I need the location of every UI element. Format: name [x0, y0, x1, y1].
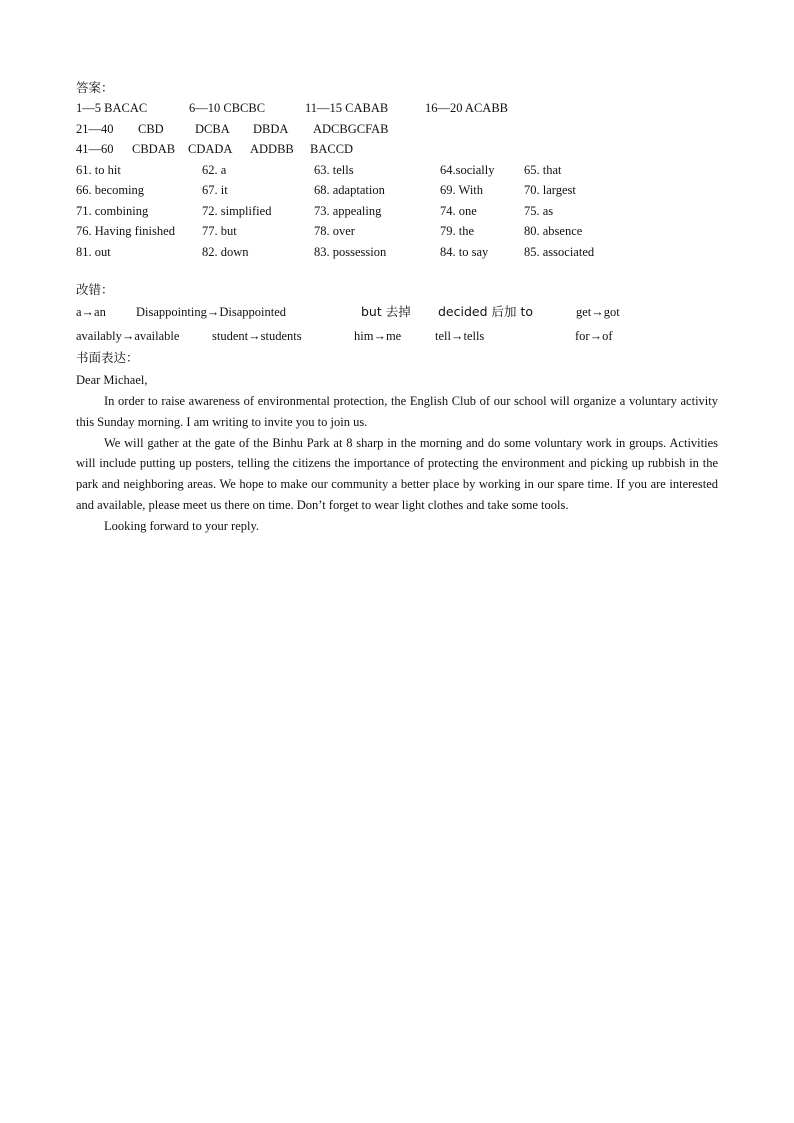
corrections-heading: 改错：: [76, 282, 114, 297]
correction-item: for→of: [575, 329, 613, 343]
mc-group: ADCB: [313, 121, 348, 136]
fill-answer: 68. adaptation: [314, 183, 385, 197]
corrections-row-2: [76, 324, 718, 348]
fill-answer: 70. largest: [524, 183, 576, 197]
letter-paragraph: Looking forward to your reply.: [104, 518, 260, 533]
fill-answer: 71. combining: [76, 203, 149, 218]
corrections-row-1: [76, 300, 718, 324]
mc-group: DBDA: [253, 121, 289, 136]
correction-item: decided 后加 to: [438, 304, 534, 319]
fill-answer: 75. as: [524, 203, 554, 218]
fill-answers-row: [76, 201, 718, 222]
fill-answer: 77. but: [202, 224, 237, 238]
mc-range: 21—40: [76, 121, 114, 136]
mc-group: 16—20 ACABB: [425, 101, 509, 115]
mc-group: CDADA: [188, 142, 233, 156]
correction-item: but 去掉: [361, 304, 411, 319]
mc-range: 41—60: [76, 142, 114, 156]
fill-answer: 67. it: [202, 183, 228, 197]
fill-answer: 61. to hit: [76, 162, 121, 177]
mc-group: GCFAB: [347, 121, 389, 136]
fill-answer: 84. to say: [440, 244, 489, 259]
correction-item: availably→available: [76, 329, 180, 343]
fill-answer: 66. becoming: [76, 183, 145, 197]
fill-answer: 69. With: [440, 183, 484, 197]
mc-answers-row-2: [76, 119, 718, 140]
correction-item: him→me: [354, 329, 402, 343]
fill-answer: 78. over: [314, 224, 355, 238]
fill-answers-row: [76, 221, 718, 242]
answer-sheet: [76, 78, 718, 537]
mc-group: CBD: [138, 121, 164, 136]
correction-item: a→an: [76, 305, 106, 319]
fill-answer: 65. that: [524, 162, 562, 177]
mc-answers-row-3: [76, 139, 718, 160]
letter-salutation: Dear Michael,: [76, 373, 148, 387]
fill-answer: 72. simplified: [202, 203, 272, 218]
mc-group: DCBA: [195, 121, 230, 136]
fill-answer: 63. tells: [314, 162, 354, 177]
correction-item: Disappointing→Disappointed: [136, 305, 286, 319]
mc-group: 6—10 CBCBC: [189, 101, 266, 115]
fill-answer: 73. appealing: [314, 203, 382, 218]
fill-answer: 85. associated: [524, 244, 595, 259]
correction-item: get→got: [576, 305, 620, 319]
fill-answer: 64.socially: [440, 162, 495, 177]
answers-heading: 答案：: [76, 80, 114, 95]
fill-answer: 74. one: [440, 203, 477, 218]
mc-group: ADDBB: [250, 142, 294, 156]
fill-answer: 79. the: [440, 224, 475, 238]
letter: [76, 370, 718, 537]
fill-answer: 82. down: [202, 244, 249, 259]
fill-answer: 62. a: [202, 162, 227, 177]
correction-item: student→students: [212, 329, 302, 343]
mc-group: 11—15 CABAB: [305, 101, 389, 115]
fill-answers-row: [76, 160, 718, 181]
mc-group: 1—5 BACAC: [76, 101, 148, 115]
fill-answer: 76. Having finished: [76, 224, 175, 238]
correction-item: tell→tells: [435, 329, 485, 343]
mc-group: BACCD: [310, 142, 354, 156]
letter-paragraph: We will gather at the gate of the Binhu Park at 8 sharp in the morning and do some voluntary work in groups. Activities will include putting up posters, telling the citizens the importance of protecting the environment and picking up rubbish in the park and neighboring areas. We hope to make our community a better place by working in our spare time. If you are interested and available, please meet us there on time. Don’t forget to wear light clothes and take some tools.: [76, 435, 718, 512]
fill-answer: 80. absence: [524, 224, 583, 238]
fill-answer: 81. out: [76, 244, 111, 259]
writing-heading: 书面表达：: [76, 350, 139, 365]
mc-answers-row-1: [76, 98, 718, 119]
fill-answers-row: [76, 180, 718, 201]
mc-group: CBDAB: [132, 142, 176, 156]
fill-answers-row: [76, 242, 718, 263]
fill-answer: 83. possession: [314, 244, 387, 259]
letter-paragraph: In order to raise awareness of environmental protection, the English Club of our school will organize a voluntary activity this Sunday morning. I am writing to invite you to join us.: [76, 394, 718, 429]
